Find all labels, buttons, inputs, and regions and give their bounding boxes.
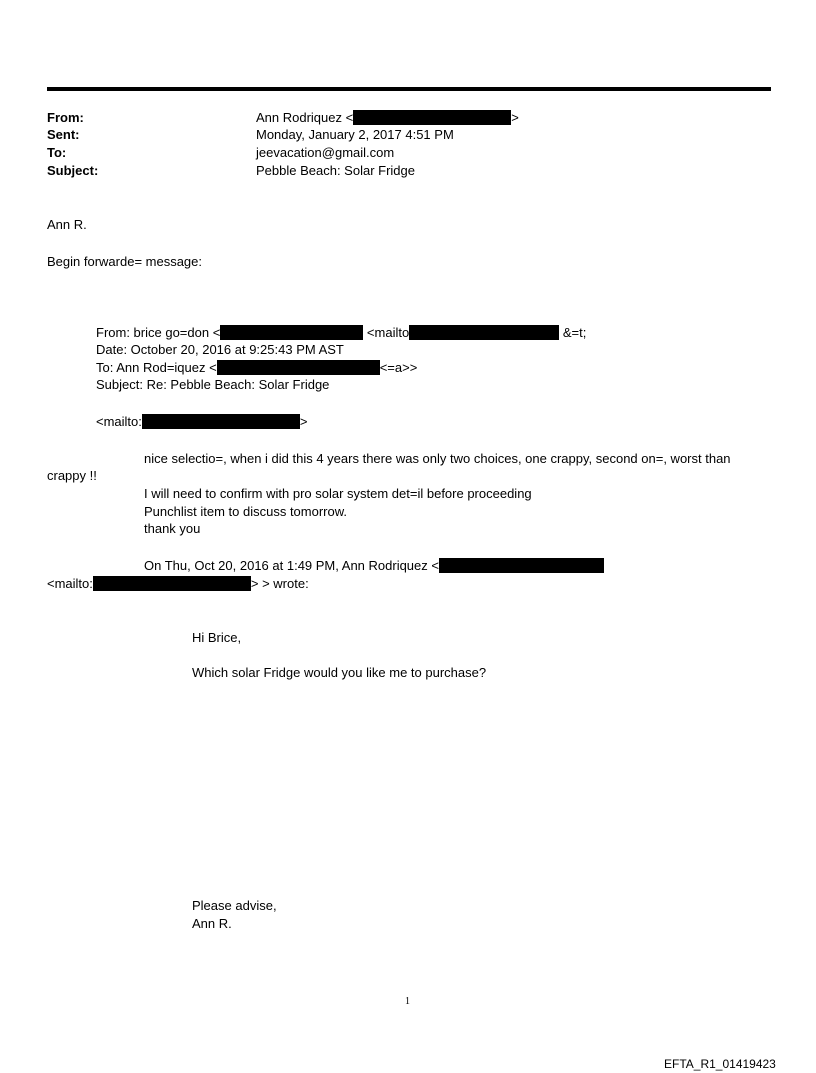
fwd-subject-line: Subject: Re: Pebble Beach: Solar Fridge [96,377,330,392]
quote-intro-line [144,558,604,574]
quote-mailto-suffix: > > wrote: [250,576,309,591]
redaction-box [409,325,559,340]
quote-mailto-line [47,576,309,592]
from-value [256,110,519,126]
quote-intro-text: On Thu, Oct 20, 2016 at 1:49 PM, Ann Rodriquez < [144,558,439,573]
redaction-box [220,325,363,340]
to-label: To: [47,145,67,160]
sent-value: Monday, January 2, 2017 4:51 PM [256,127,454,142]
quote-greeting: Hi Brice, [192,630,242,645]
from-close: > [511,110,519,125]
reply-line-2: crappy !! [47,468,97,483]
redaction-box [93,576,251,591]
fwd-date-line: Date: October 20, 2016 at 9:25:43 PM AST [96,342,344,357]
to-value: jeevacation@gmail.com [256,145,395,160]
subject-value: Pebble Beach: Solar Fridge [256,163,415,178]
redaction-box [142,414,300,429]
quote-closing: Please advise, [192,898,277,913]
redaction-box [439,558,604,573]
page-number: 1 [405,996,410,1007]
fwd-to-suffix: <=a>> [379,360,418,375]
fwd-to-line [96,360,417,376]
quote-signature: Ann R. [192,916,232,931]
reply-line-3: I will need to confirm with pro solar system det=il before proceeding [144,486,532,501]
fwd-from-suffix: &=t; [562,325,587,340]
from-name: Ann Rodriquez < [256,110,354,125]
redaction-box [217,360,380,375]
fwd-from-line [96,325,586,341]
fwd-from-mailto: <mailto [366,325,410,340]
quote-question: Which solar Fridge would you like me to purchase? [192,665,487,680]
subject-label: Subject: [47,163,99,178]
reply-line-1: nice selectio=, when i did this 4 years there was only two choices, one crappy, second on=, worst than [144,451,731,466]
document-id: EFTA_R1_01419423 [664,1057,776,1071]
mailto-line [96,414,307,430]
begin-forwarded-line: Begin forwarde= message: [47,254,203,269]
sent-label: Sent: [47,127,80,142]
fwd-from-prefix: From: brice go=don < [96,325,221,340]
reply-line-4: Punchlist item to discuss tomorrow. [144,504,348,519]
mailto-suffix: > [299,414,308,429]
mailto-prefix: <mailto: [96,414,142,429]
redaction-box [353,110,511,125]
quote-mailto-prefix: <mailto: [47,576,93,591]
from-label: From: [47,110,84,125]
fwd-to-prefix: To: Ann Rod=iquez < [96,360,217,375]
signature-initial: Ann R. [47,217,87,232]
header-rule [47,87,771,91]
reply-line-5: thank you [144,521,201,536]
